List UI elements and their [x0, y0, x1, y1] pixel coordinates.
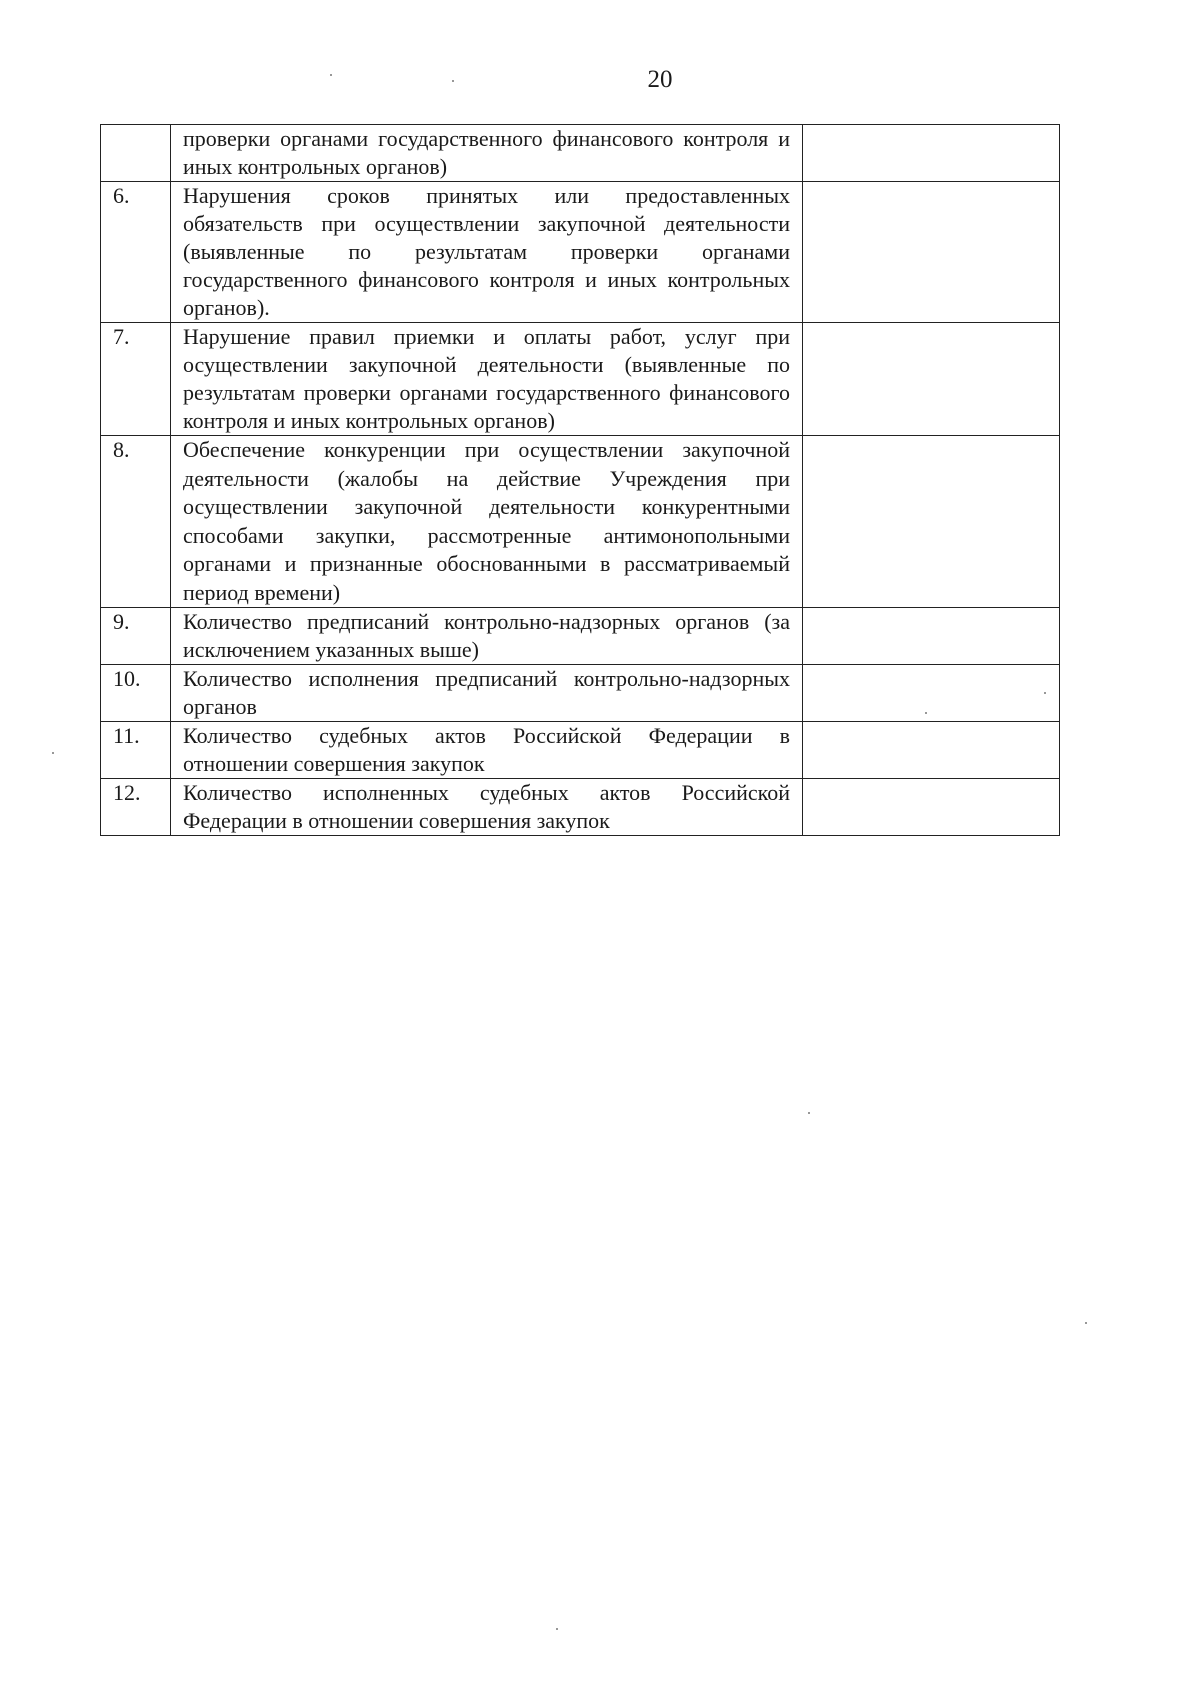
row-text-cell — [171, 722, 803, 779]
row-value-cell — [803, 608, 1060, 665]
row-text: Обеспечение конкуренции при осуществлении закупочной деятельности (жалобы на действие Учреждения при осуществлении закупочной деятельности конкурентными способами закупки, рассмотренные антимонопольными органами и признанные обоснованными в рассматриваемый период времени) — [183, 437, 790, 605]
row-number-cell — [101, 125, 171, 182]
table-row — [101, 323, 1060, 436]
row-text: Количество исполненных судебных актов Российской Федерации в отношении совершения закупок — [183, 780, 790, 833]
table-row — [101, 436, 1060, 608]
row-value-cell — [803, 779, 1060, 836]
row-text: Нарушения сроков принятых или предоставленных обязательств при осуществлении закупочной деятельности (выявленные по результатам проверки органами государственного финансового контроля и иных контрольных органов). — [183, 183, 790, 320]
indicators-table — [100, 124, 1060, 836]
row-value-cell — [803, 665, 1060, 722]
row-text: Количество исполнения предписаний контрольно-надзорных органов — [183, 666, 790, 719]
table-row — [101, 608, 1060, 665]
row-text-cell — [171, 323, 803, 436]
row-text-cell — [171, 608, 803, 665]
row-value-cell — [803, 125, 1060, 182]
row-text: проверки органами государственного финансового контроля и иных контрольных органов) — [183, 126, 790, 179]
row-text-cell — [171, 779, 803, 836]
scan-speck — [556, 1628, 558, 1630]
row-text: Количество судебных актов Российской Федерации в отношении совершения закупок — [183, 723, 790, 776]
table-row — [101, 665, 1060, 722]
scan-speck — [808, 1112, 810, 1114]
row-number-cell: 7. — [101, 323, 171, 436]
row-text: Нарушение правил приемки и оплаты работ, услуг при осуществлении закупочной деятельности (выявленные по результатам проверки органами государственного финансового контроля и иных контрольных органов) — [183, 324, 790, 433]
row-number-cell: 6. — [101, 182, 171, 323]
table-row — [101, 722, 1060, 779]
scan-speck — [452, 80, 454, 82]
row-value-cell — [803, 436, 1060, 608]
row-number-cell: 8. — [101, 436, 171, 608]
row-value-cell — [803, 323, 1060, 436]
row-text-cell — [171, 125, 803, 182]
row-text-cell — [171, 182, 803, 323]
row-value-cell — [803, 722, 1060, 779]
scan-speck — [330, 74, 332, 76]
table-row — [101, 779, 1060, 836]
scan-speck — [1085, 1322, 1087, 1324]
row-text: Количество предписаний контрольно-надзорных органов (за исключением указанных выше) — [183, 609, 790, 662]
page-number: 20 — [647, 66, 673, 93]
row-number-cell: 11. — [101, 722, 171, 779]
table-row — [101, 182, 1060, 323]
table-row — [101, 125, 1060, 182]
row-number-cell: 12. — [101, 779, 171, 836]
scan-speck — [925, 712, 927, 714]
scan-speck — [1044, 692, 1046, 694]
row-number-cell: 10. — [101, 665, 171, 722]
row-number-cell: 9. — [101, 608, 171, 665]
row-value-cell — [803, 182, 1060, 323]
row-text-cell — [171, 665, 803, 722]
scan-speck — [52, 752, 54, 754]
row-text-cell — [171, 436, 803, 608]
